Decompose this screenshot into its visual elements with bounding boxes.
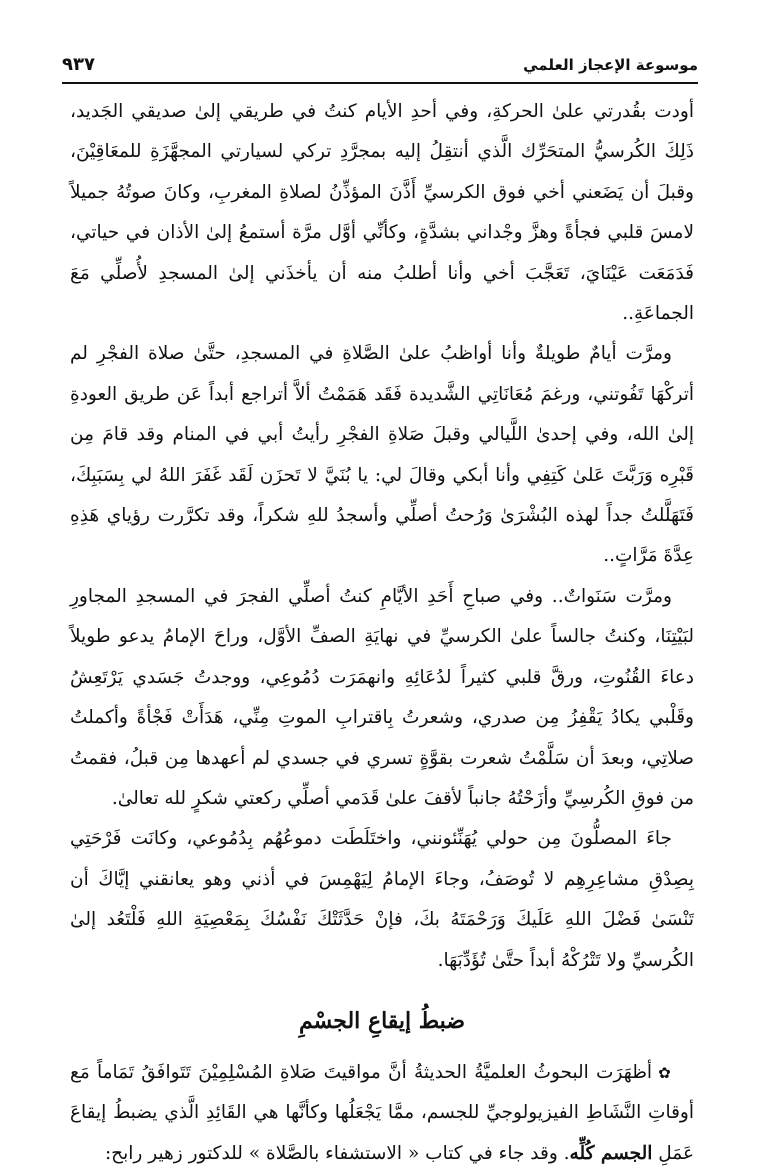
paragraph-3: ومرَّت سَنَواتٌ.. وفي صباحِ أَحَدِ الأيَّامِ كنتُ أصلِّي الفجرَ في المسجدِ المجاورِ لبَيْتِنَا، وكنتُ جالساً علىٰ الكرسيِّ في نهايَةِ الصفِّ الأوَّل، وراحَ الإمامُ يدعو طويلاً دعاءَ القُنُوتِ، ورقَّ قلبي كثيراً لدُعَائِهِ وانهمَرَت دُمُوعِي، ووجدتُ جَسَدي يَرْتَعِشُ وقَلْبي يكادُ يَقْفِزُ مِن صدري، وشعرتُ بِاقترابِ الموتِ مِنِّي، هَدَأَتْ فَجْأةً وأكملتُ صلاتِي، وبعدَ أن سَلَّمْتُ شعرت بقوَّةٍ تسري في جسدي لم أعهدها مِن قبلُ، فقمتُ من فوقِ الكُرسِيِّ وأزَحْتُهُ جانباً لأقفَ علىٰ قَدَمي أصلِّي ركعتي شكرٍ لله تعالىٰ. <box>70 585 694 809</box>
header-divider <box>62 82 698 84</box>
page-header <box>62 52 698 82</box>
section-paragraph <box>70 1053 694 1174</box>
page-body <box>70 92 694 1174</box>
section-paragraph-bold: الجسم كُلِّه <box>569 1142 653 1164</box>
paragraph-1: أودت بقُدرتي علىٰ الحركةِ، وفي أحدِ الأيام كنتُ في طريقي إلىٰ صديقي الجَديد، ذَلِكَ الكُرسيُّ المتحَرِّك الَّذي أنتقِلُ إليه بمجرَّدِ تركي لسيارتي المجهَّزَةِ للمعَاقِيْنَ، وقبلَ أن يَضَعني أخي فوق الكرسيِّ أَذَّنَ المؤذِّنُ لصلاةِ المغربِ، وكانَ صوتُهُ جميلاً لامسَ قلبي فجأةً وهزَّ وجْداني بشدَّةٍ، وكأنِّي أوَّل مرَّة أستمعُ إلىٰ الأذان في حياتي، فَدَمَعَت عَيْنَايَ، تَعَجَّبَ أخي وأنا أطلبُ منه أن يأخذَني إلىٰ المسجدِ لأُصلِّي مَعَ الجماعَةِ.. <box>70 101 694 325</box>
section-heading: ضبطُ إيقاعِ الجسْمِ <box>299 1007 465 1034</box>
section-paragraph-text: أظهَرَت البحوثُ العلميَّةُ الحديثةُ أنَّ مواقيتَ صَلاةِ المُسْلِمِيْنَ تَتَوافَقُ تَمَاماً مَع أوقاتِ النَّشَاطِ الفيزيولوجيِّ للجسم، ممَّا يَجْعَلُها وكأنَّها هي القَائِدِ الَّذي يضبطُ إيقاعَ عَمَلِ <box>70 1061 694 1164</box>
paragraph-2: ومرَّت أيامٌ طويلةٌ وأنا أواظبُ علىٰ الصَّلاةِ في المسجدِ، حتَّىٰ صلاة الفجْرِ لم أتركْهَا تَفُوتني، ورغمَ مُعَانَاتِي الشَّديدة فَقَد هَمَمْتُ ألاَّ أتراجع أبداً عَن طريق العودةِ إلىٰ الله، وفي إحدىٰ اللَّيالي وقبلَ صَلاةِ الفجْرِ رأيتُ أبي في المنام وقد قامَ مِن قَبْرِه وَرَبَّتَ عَلىٰ كَتِفِي وأنا أبكي وقالَ لي: يا بُنَيَّ لا تَحزَن لَقَد غَفَرَ اللهُ لي بِسَبَبِكَ، فَتَهَلَّلتُ جداً لهذه البُشْرَىٰ وَرُحتُ أصلِّي وأسجدُ للهِ شكراً، وقد تكرَّرت رؤياي هَذِهِ عِدَّةَ مَرَّاتٍ.. <box>70 343 694 567</box>
running-title: موسوعة الإعجاز العلمي <box>523 56 698 74</box>
section-paragraph-tail: . وقد جاء في كتاب « الاستشفاء بالصَّلاة » للدكتور زهير رابح: <box>104 1142 570 1164</box>
paragraph-4: جاءَ المصلُّونَ مِن حولي يُهَنِّئونني، واختَلَطَت دموعُهُم بِدُمُوعي، وكانَت فَرْحَتِي بِصِدْقِ مشاعِرِهِم لا تُوصَفُ، وجاءَ الإمامُ لِيَهْمِسَ في أذني وهو يعانقني إيَّاكَ أن تَنْسَىٰ فَضْلَ اللهِ عَلَيكَ وَرَحْمَتَهُ بكَ، فإنْ حَدَّثَتْكَ نَفْسُكَ بِمَعْصِيَةِ اللهِ فَلْتَعُد إلىٰ الكُرسيِّ ولا تَتْرُكْهُ أبداً حتَّىٰ تُؤَدِّبَهَا. <box>70 828 694 971</box>
flower-bullet-icon: ✿ <box>658 1063 672 1082</box>
page-number: ٩٣٧ <box>62 54 95 75</box>
